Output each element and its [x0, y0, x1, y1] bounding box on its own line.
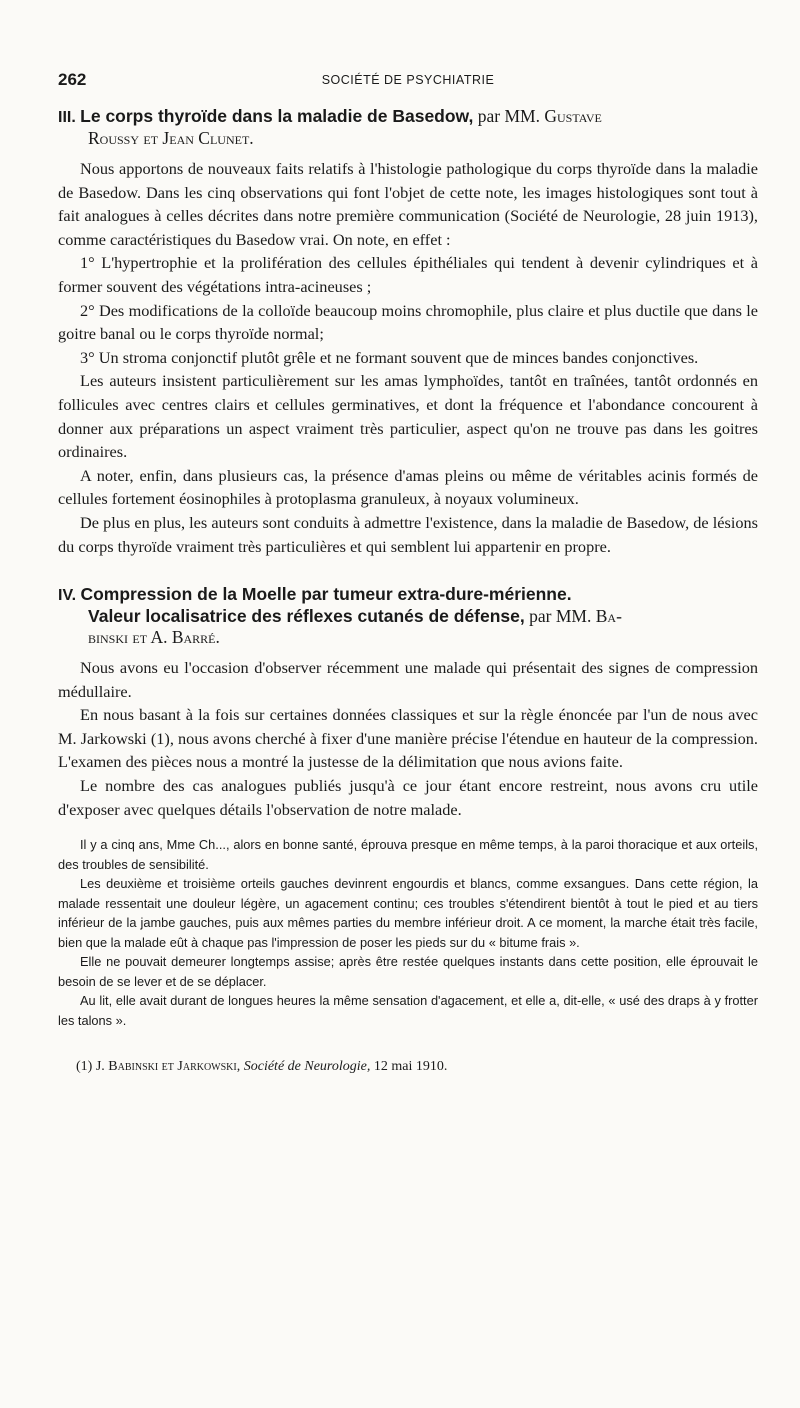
section-4-authors-line1: Ba- [595, 606, 622, 627]
section-3-heading [58, 106, 758, 149]
section-3-body [58, 157, 758, 558]
section-gap [58, 558, 758, 574]
footnote-date: 12 mai 1910. [373, 1059, 448, 1075]
section-3-authors-line2: Roussy et Jean Clunet. [88, 128, 254, 148]
paragraph: Le nombre des cas analogues publiés jusqu'à ce jour étant encore restreint, nous avons cru utile d'exposer avec quelques détails l'observation de notre malade. [58, 776, 758, 819]
paragraph: 1° L'hypertrophie et la prolifération des cellules épithéliales qui tendent à devenir cylindriques et à former souvent des végétations intra-acineuses ; [58, 253, 758, 296]
paragraph: 3° Un stroma conjonctif plutôt grêle et ne formant souvent que de minces bandes conjonctives. [80, 347, 699, 367]
section-4-authors-line2: binski et A. Barré. [88, 627, 220, 648]
journal-title: SOCIÉTÉ DE PSYCHIATRIE [321, 73, 495, 87]
footnote [58, 1058, 758, 1076]
section-3-title: Le corps thyroïde dans la maladie de Basedow, [80, 106, 474, 126]
paragraph: Nous apportons de nouveaux faits relatifs à l'histologie pathologique du corps thyroïde dans la maladie de Basedow. Dans les cinq observations qui font l'objet de cette note, les images histologiques sont tout à fait analogues à celles décrites dans notre première communication (Société de Neurologie, 28 juin 1913), comme caractéristiques du Basedow vrai. On note, en effet : [58, 159, 758, 249]
document-page [58, 70, 758, 1076]
paragraph: Les auteurs insistent particulièrement sur les amas lymphoïdes, tantôt en traînées, tantôt ordonnés en follicules avec centres clairs et cellules germinatives, et dont la fréquence et l'abondance concourent à donner aux préparations un aspect vraiment très particulier, aspect qu'on ne trouve pas dans les goitres ordinaires. [58, 371, 758, 462]
observation-paragraph: Il y a cinq ans, Mme Ch..., alors en bonne santé, éprouva presque en même temps, à la paroi thoracique et aux orteils, des troubles de sensibilité. [58, 837, 758, 872]
paragraph: A noter, enfin, dans plusieurs cas, la présence d'amas pleins ou même de véritables acinis formés de cellules fortement éosinophiles à protoplasma granuleux, à noyaux volumineux. [58, 465, 758, 509]
section-4-heading [58, 584, 758, 648]
section-4-title-line2: Valeur localisatrice des réflexes cutanés de défense, [88, 606, 525, 627]
observation-paragraph: Elle ne pouvait demeurer longtemps assise; après être restée quelques instants dans cette position, elle éprouvait le besoin de se lever et de se déplacer. [58, 954, 758, 989]
section-3-number: III. [58, 109, 76, 126]
running-head [58, 70, 758, 96]
section-4-by: par MM. [529, 606, 592, 627]
observation-paragraph: Les deuxième et troisième orteils gauches devinrent engourdis et blancs, comme exsangues. Dans cette région, la malade ressentait une douleur légère, un agacement continu; ces troubles s'étendirent bientôt à tout le pied et au tiers inférieur de la jambe gauches, puis aux mêmes parties du membre inférieur droit. A ce moment, la marche était très facile, bien que la malade eût à chaque pas l'impression de poser les pieds sur du « bitume frais ». [58, 876, 758, 950]
paragraph: 2° Des modifications de la colloïde beaucoup moins chromophile, plus claire et plus ductile que dans le goitre banal ou le corps thyroïde normal; [58, 300, 758, 344]
section-4-number: IV. [58, 587, 77, 605]
footnote-authors: Babinski et Jarkowski, [108, 1059, 241, 1075]
footnote-journal: Société de Neurologie, [243, 1059, 371, 1075]
paragraph: En nous basant à la fois sur certaines données classiques et sur la règle énoncée par l'un de nous avec M. Jarkowski (1), nous avons cherché à fixer d'une manière précise l'étendue en hauteur de la compression. L'examen des pièces nous a montré la justesse de la délimitation que nous avions faite. [58, 705, 758, 772]
paragraph: Nous avons eu l'occasion d'observer récemment une malade qui présentait des signes de compression médullaire. [58, 658, 758, 701]
observation-paragraph: Au lit, elle avait durant de longues heures la même sensation d'agacement, et elle a, dit-elle, « usé des draps à y frotter les talons ». [58, 993, 758, 1028]
observation-text [58, 835, 758, 1030]
paragraph: De plus en plus, les auteurs sont conduits à admettre l'existence, dans la maladie de Basedow, de lésions du corps thyroïde vraiment très particulières et qui semblent lui appartenir en propre. [58, 512, 758, 556]
section-4-title-line1: Compression de la Moelle par tumeur extra-dure-mérienne. [80, 584, 572, 605]
section-3-by: par MM. [477, 106, 540, 126]
section-3-authors-line1: Gustave [544, 106, 602, 126]
page-number: 262 [58, 70, 87, 89]
section-4-body [58, 656, 758, 821]
footnote-marker: (1) J. [76, 1059, 105, 1075]
